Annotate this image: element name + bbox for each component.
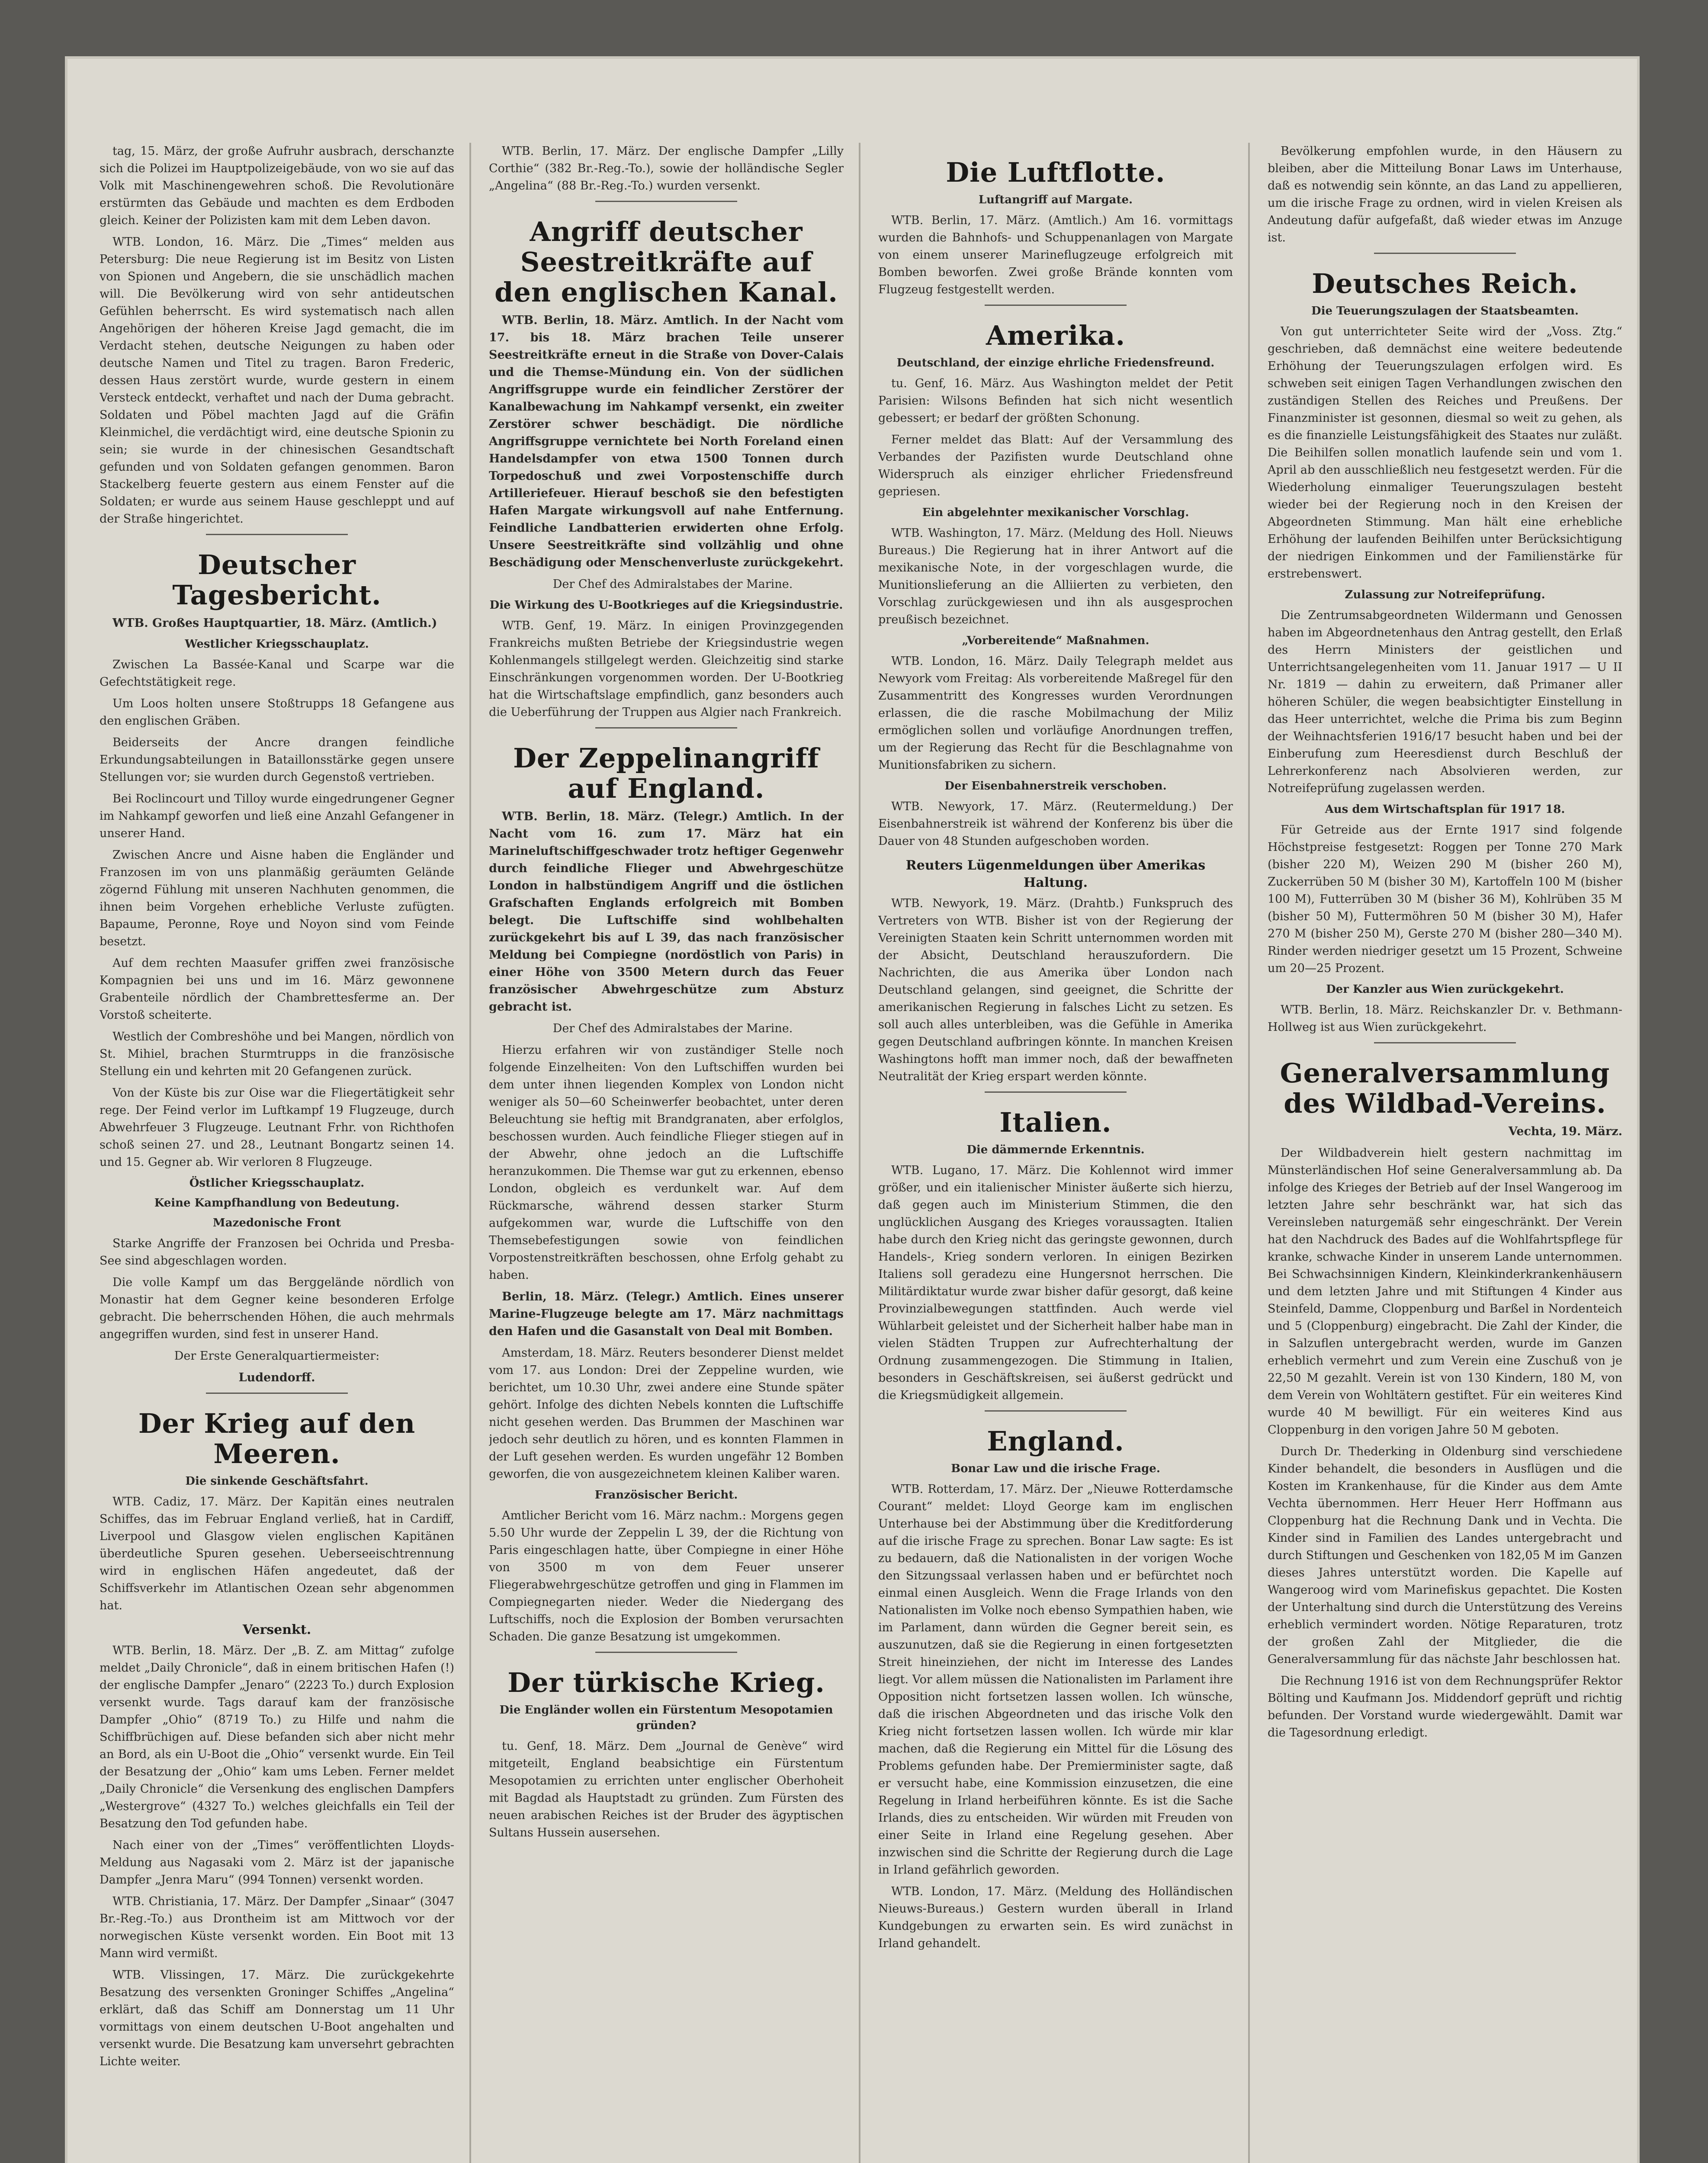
section-heading: Die Luftflotte. [946,157,1165,188]
article-paragraph: Bevölkerung empfohlen wurde, in den Häusern zu bleiben, aber die Mitteilung Bonar Laws im Unterhause, daß es notwendig sein könnte, an das Land zu appellieren, um die irische Frage zu ordnen, wird in vielen Kreisen als Andeutung dafür aufgefaßt, daß wieder etwas im Anzuge ist. [1268,144,1622,244]
article-paragraph: WTB. Berlin, 18. März. (Telegr.) Amtlich. In der Nacht vom 16. zum 17. März hat ein Marineluftschiffgeschwader trotz heftiger Gegenwehr durch feindliche Flieger und Abwehrgeschütze London in halbstündigem Angriff und die östlichen Grafschaften Englands erfolgreich mit Bomben belegt. Die Luftschiffe sind wohlbehalten zurückgekehrt bis auf L 39, das nach französischer Meldung bei Compiegne (nordöstlich von Paris) in einer Höhe von 3500 Metern durch das Feuer französischer Abwehrgeschütze zum Absturz gebracht ist. [489,810,844,1014]
article-paragraph: Der Wildbadverein hielt gestern nachmittag im Münsterländischen Hof seine Generalversammlung ab. Da infolge des Krieges der Betrieb auf der Insel Wangeroog im letzten Jahre sehr beschränkt war, hat sich das Vereinsleben naturgemäß sehr eingeschränkt. Der Verein hat den Nachdruck des Bades auf die Wohlfahrtspflege für kranke, schwache Kinder in unserem Lande unternommen. Bei Schwachsinnigen Kindern, Kleinkinderkrankenhäusern und dem letzten Jahre und mit Stiftungen 4 Kinder aus Steinfeld, Damme, Cloppenburg und Barßel in Nordenteich und 5 (Cloppenburg) eingebracht. Die Zahl der Kinder, die in Salzuflen untergebracht werden, wurde im Ganzen erheblich vermehrt und zum Verein eine Zuschuß von je 22,50 M gezahlt. Verein ist von 130 Kindern, 180 M, von dem Verein von Wohltätern gestiftet. Für ein weiteres Kind wurde 40 M bewilligt. Für ein weiteres Kind aus Cloppenburg in den vorigen Jahre 50 M geboten. [1268,1146,1622,1437]
article-paragraph: WTB. Lugano, 17. März. Die Kohlennot wird immer größer, und ein italienischer Minister äußerte sich hierzu, daß gegen auch im Ministerium Stimmen, die den unglücklichen Ausgang des Krieges voraussagten. Italien habe durch den Krieg nicht das geringste gewonnen, durch Handels-, Krieg sondern verloren. In einigen Bezirken Italiens soll geradezu eine Hungersnot herrschen. Die Militärdiktatur wurde zwar bisher dafür gesorgt, daß keine Provinzialbewegungen stattfinden. Auch werde viel Wühlarbeit geleistet und der Sicherheit halber habe man in vielen Städten Truppen zur Aufrechterhaltung der Ordnung zusammengezogen. Die Stimmung in Italien, besonders in Geschäftskreisen, sei äußerst gedrückt und die Kriegsmüdigkeit allgemein. [878,1164,1233,1402]
subheading: Die Teuerungszulagen der Staatsbeamten. [1311,305,1579,318]
article-paragraph: Amtlicher Bericht vom 16. März nachm.: Morgens gegen 5.50 Uhr wurde der Zeppelin L 39, der die Richtung von Paris eingeschlagen hatte, über Compiegne in einer Höhe von 3500 m von dem Feuer unserer Fliegerabwehrgeschütze getroffen und ging in Flammen im Compiegnegarten nieder. Weder die Niedergang des Luftschiffs, noch die Explosion der Bomben verursachten Schaden. Die ganze Besatzung ist umgekommen. [489,1509,844,1643]
subheading: Aus dem Wirtschaftsplan für 1917 18. [1325,803,1565,816]
article-paragraph: Hierzu erfahren wir von zuständiger Stelle noch folgende Einzelheiten: Von den Luftschiffen wurden bei dem unter ihnen liegenden Komplex von London nicht weniger als 50—60 Scheinwerfer beobachtet, unter deren Beleuchtung sie heftig mit Brandgranaten, aber erfolglos, beschossen wurden. Auch feindliche Flieger stiegen auf in der Abwehr, ohne jedoch an die Luftschiffe heranzukommen. Die Themse war gut zu erkennen, ebenso London, obgleich es verdunkelt war. Auf dem Rückmarsche, während dessen starker Sturm aufgekommen war, wurde die Luftschiffe von den Themsebefestigungen sowie von feindlichen Vorpostenstreitkräften beschossen, ohne Erfolg gehabt zu haben. [489,1043,844,1282]
section-heading: Deutsches Reich. [1312,268,1578,299]
subheading: Mazedonische Front [212,1216,341,1229]
section-heading: Italien. [999,1107,1112,1138]
article-paragraph: Zwischen La Bassée-Kanal und Scarpe war die Gefechtstätigkeit rege. [100,658,454,689]
article-paragraph: WTB. Berlin, 17. März. Der englische Dampfer „Lilly Corthie“ (382 Br.-Reg.-To.), sowie der holländische Segler „Angelina“ (88 Br.-Reg.-To.) wurden versenkt. [489,144,844,193]
subheading: Der Eisenbahnerstreik verschoben. [944,780,1167,793]
subheading: Die dämmernde Erkenntnis. [966,1143,1145,1156]
article-paragraph: WTB. Berlin, 18. März. Der „B. Z. am Mittag“ zufolge meldet „Daily Chronicle“, daß in einem britischen Hafen (!) der englische Dampfer „Jenaro“ (2223 To.) durch Explosion versenkt wurde. Tags darauf kam der französische Dampfer „Ohio“ (8719 To.) zu Hilfe und nahm die Schiffbrüchigen auf. Diese befanden sich aber nicht mehr an Bord, als ein U-Boot die „Ohio“ versenkt wurde. Ein Teil der Besatzung der „Ohio“ kam ums Leben. Ferner meldet „Daily Chronicle“ die Versenkung des englischen Dampfers „Westergrove“ (4327 To.) welches gleichfalls ein Teil der Besatzung den Tod gefunden habe. [100,1644,454,1830]
separator [1374,253,1516,254]
separator [985,305,1127,306]
subheading: Bonar Law und die irische Frage. [951,1462,1160,1475]
article-paragraph: Nach einer von der „Times“ veröffentlichten Lloyds-Meldung aus Nagasaki vom 2. März ist der japanische Dampfer „Jenra Maru“ (994 Tonnen) versenkt worden. [100,1839,454,1887]
column-4 [1268,143,1622,2163]
article-paragraph: WTB. Berlin, 18. März. Reichskanzler Dr. v. Bethmann-Hollweg ist aus Wien zurückgekehrt. [1268,1003,1622,1034]
article-paragraph: WTB. Berlin, 18. März. Amtlich. In der Nacht vom 17. bis 18. März brachen Teile unserer Seestreitkräfte erneut in die Straße von Dover-Calais und die Themse-Mündung ein. Von der südlichen Angriffsgruppe wurde ein feindlicher Zerstörer der Kanalbewachung im Nahkampf versenkt, ein zweiter Zerstörer schwer beschädigt. Die nördliche Angriffsgruppe vernichtete bei North Foreland einen Handelsdampfer von etwa 1500 Tonnen durch Torpedoschuß und zwei Vorpostenschiffe durch Artilleriefeuer. Hierauf beschoß sie den befestigten Hafen Margate wirkungsvoll auf nahe Entfernung. Feindliche Landbatterien erwiderten ohne Erfolg. Unsere Seestreitkräfte sind vollzählig und ohne Beschädigung oder Menschenverluste zurückgekehrt. [489,314,844,569]
article-paragraph: Für Getreide aus der Ernte 1917 sind folgende Höchstpreise festgesetzt: Roggen per Tonne 270 Mark (bisher 220 M), Weizen 290 M (bisher 260 M), Zuckerrüben 50 M (bisher 30 M), Kartoffeln 100 M (bisher 100 M), Futterrüben 30 M (bisher 36 M), Kohlrüben 35 M (bisher 50 M), Futtermöhren 50 M (bisher 30 M), Hafer 270 M (bisher 250 M), Gerste 270 M (bisher 280—340 M). Rinder werden niedriger gesetzt um 15 Prozent, Schweine um 20—25 Prozent. [1268,823,1622,975]
article-paragraph: WTB. Washington, 17. März. (Meldung des Holl. Nieuws Bureaus.) Die Regierung hat in ihrer Antwort auf die mexikanische Note, in der vorgeschlagen wurde, die Munitionslieferung an die Alliierten zu verbieten, den Vorschlag zurückgewiesen und ihn als ausgesprochen preußisch bezeichnet. [878,526,1233,626]
article-paragraph: Von gut unterrichteter Seite wird der „Voss. Ztg.“ geschrieben, daß demnächst eine weitere bedeutende Erhöhung der Teuerungszulagen erfolgen wird. Es schweben seit einigen Tagen Verhandlungen zwischen den zuständigen Stellen des Reiches und Preußens. Der Finanzminister ist gesonnen, diesmal so weit zu gehen, als es die finanzielle Leistungsfähigkeit des Staates nur zuläßt. Die Beihilfen sollen monatlich laufende sein und vom 1. April ab den ausschließlich neu festgesetzt werden. Für die Wiederholung einmaliger Teuerungszulagen besteht wieder bei der Regierung noch in den Kreisen der Abgeordneten Stimmung. Man hält eine erhebliche Erhöhung der laufenden Beihilfen unter Berücksichtigung der niedrigen Einkommen und der Familienstärke für erstrebenswert. [1268,325,1622,581]
signature-line: Der Erste Generalquartiermeister: [174,1349,380,1363]
separator [595,201,737,202]
signature-line: Der Chef des Admiralstabes der Marine. [552,578,793,591]
separator [985,1091,1127,1093]
subheading: Zulassung zur Notreifeprüfung. [1345,588,1545,601]
section-heading: Der türkische Krieg. [507,1667,825,1698]
separator [206,534,348,535]
subheading: Deutschland, der einzige ehrliche Friedensfreund. [896,356,1215,369]
article-paragraph: Starke Angriffe der Franzosen bei Ochrida und Presba-See sind abgeschlagen worden. [100,1237,454,1268]
section-heading: Der Zeppelinangriff auf England. [513,742,819,804]
article-paragraph: WTB. London, 16. März. Daily Telegraph meldet aus Newyork vom Freitag: Als vorbereitende Maßregel für den Zusammentritt des Kongresses wurden Verordnungen erlassen, die die rasche Mobilmachung der Miliz ermöglichen sollen und vorläufige Anordnungen treffen, um der Regierung das Recht für die Beschlagnahme von Munitionsfabriken zu sichern. [878,655,1233,772]
column-rule [1248,143,1250,2163]
article-paragraph: WTB. Rotterdam, 17. März. Der „Nieuwe Rotterdamsche Courant“ meldet: Lloyd George kam im englischen Unterhause bei der Abstimmung über die Kreditforderung auf die irische Frage zu sprechen. Bonar Law sagte: Es ist zu bedauern, daß die Nationalisten in der vorigen Woche den Sitzungssaal verlassen haben und er befürchtet noch einmal einen Ausgleich. Wenn die Frage Irlands von den Nationalisten im Volke noch ebenso Sympathien haben, wie im Parlament, dann würden die Gegner bereit sein, es auszunutzen, daß sie die Regierung in einen fortgesetzten Streit hineinziehen, der nicht im Interesse des Landes liegt. Vor allem müssen die Nationalisten im Parlament ihre Opposition nicht fortsetzen lassen wollen. Ich wünsche, daß die irischen Abgeordneten und das irische Volk den Krieg nicht fortsetzen lassen wollen. Ich würde mir klar machen, daß die Regierung ein Mittel für die Lösung des Problems gefunden habe. Der Premierminister sagte, daß er versucht habe, eine Kommission einzusetzen, die eine Regelung in Irland herbeiführen könnte. Es ist die Sache Irlands, dies zu entscheiden. Wir würden mit Freuden von einer Seite in Irland eine Regelung gesehen. Aber inzwischen sind die Schritte der Regierung durch die Lage in Irland gefährlich geworden. [878,1483,1233,1877]
article-paragraph: Amsterdam, 18. März. Reuters besonderer Dienst meldet vom 17. aus London: Drei der Zeppeline wurden, wie berichtet, um 10.30 Uhr, zwei andere eine Stunde später gehört. Infolge des dichten Nebels konnten die Luftschiffe nicht gesehen werden. Das Brummen der Maschinen war jedoch sehr deutlich zu hören, und es konnten Flammen in der Luft gesehen werden. Es wurden ungefähr 12 Bomben geworfen, die von ausgezeichnetem kleinen Kaliber waren. [489,1346,844,1481]
article-paragraph: WTB. Großes Hauptquartier, 18. März. (Amtlich.) [112,616,437,630]
subheading: Luftangriff auf Margate. [978,193,1133,206]
article-paragraph: WTB. London, 16. März. Die „Times“ melden aus Petersburg: Die neue Regierung ist im Besitz von Listen von Spionen und Angebern, die sie unschädlich machen will. Die Bevölkerung wird von sehr antideutschen Gefühlen beherrscht. Es wird systematisch nach allen Angehörigen der höheren Kreise Jagd gemacht, die im Verdacht stehen, deutsche Neigungen zu haben oder deutsche Namen und Titel zu tragen. Baron Frederic, dessen Haus zerstört wurde, wurde gestern in einem Versteck entdeckt, verhaftet und nach der Duma gebracht. Soldaten und Pöbel machten Jagd auf die Gräfin Kleinmichel, die verdächtigt wird, eine deutsche Spionin zu sein; sie wurde in der chinesischen Gesandtschaft gefunden und von Soldaten gefangen genommen. Baron Stackelberg feuerte gestern aus einem Fenster auf die Soldaten; er wurde aus seinem Hause geschleppt und auf der Straße hingerichtet. [100,235,454,526]
article-paragraph: WTB. Cadiz, 17. März. Der Kapitän eines neutralen Schiffes, das im Februar England verließ, hat in Cardiff, Liverpool und Glasgow vielen englischen Kapitänen überdeutliche Spuren gesehen. Ueberseeischtrennung wird in englischen Häfen angedeutet, daß der Schiffsverkehr im Atlantischen Ozean sehr abgenommen hat. [100,1495,454,1612]
section-heading: Amerika. [986,320,1126,351]
article-paragraph: WTB. London, 17. März. (Meldung des Holländischen Nieuws-Bureaus.) Gestern wurden überall in Irland Kundgebungen zu erwarten sein. Es wird zunächst in Irland gehandelt. [878,1885,1233,1950]
section-heading: England. [987,1425,1124,1457]
article-paragraph: Ferner meldet das Blatt: Auf der Versammlung des Verbandes der Pazifisten wurde Deutschland ohne Widerspruch als einziger ehrlicher Friedensfreund gepriesen. [878,433,1233,498]
dateline: Vechta, 19. März. [1508,1125,1622,1138]
article-paragraph: WTB. Newyork, 19. März. (Drahtb.) Funkspruch des Vertreters von WTB. Bisher ist von der Regierung der Vereinigten Staaten kein Schritt unternommen worden mit der Absicht, Deutschland herauszufordern. Die Nachrichten, die aus Amerika über London nach Deutschland gelangen, sind geeignet, die Schritte der amerikanischen Regierung in falsches Licht zu setzen. Es soll auch alles unterbleiben, was die Gefühle in Amerika gegen Deutschland aufbringen könnte. In manchen Kreisen Washingtons hofft man immer noch, daß der bewaffneten Neutralität der Krieg erspart werden könnte. [878,897,1233,1083]
article-paragraph: Die volle Kampf um das Berggelände nördlich von Monastir hat dem Gegner keine besonderen Erfolge gebracht. Die beherrschenden Höhen, die auch mehrmals angegriffen wurden, sind fest in unserer Hand. [100,1276,454,1341]
subheading: Reuters Lügenmeldungen über Amerikas Haltung. [905,858,1206,890]
article-paragraph: WTB. Christiania, 17. März. Der Dampfer „Sinaar“ (3047 Br.-Reg.-To.) aus Drontheim ist am Mittwoch vor der norwegischen Küste versenkt worden. Ein Boot mit 13 Mann wird vermißt. [100,1895,454,1960]
signature-name: Ludendorff. [238,1371,315,1384]
column-2 [489,143,844,2163]
article-paragraph: WTB. Genf, 19. März. In einigen Provinzgegenden Frankreichs mußten Betriebe der Kriegsindustrie wegen Kohlenmangels stillgelegt werden. Gleichzeitig sind starke Einschränkungen vorgenommen worden. Der U-Bootkrieg hat die Wirtschaftslage empfindlich, ganz besonders auch die Ueberführung der Truppen aus Algier nach Frankreich. [489,619,844,719]
subheading: Französischer Bericht. [594,1489,738,1502]
article-paragraph: tu. Genf, 16. März. Aus Washington meldet der Petit Parisien: Wilsons Befinden hat sich nicht wesentlich gebessert; er bedarf der größten Schonung. [878,377,1233,425]
article-paragraph: Zwischen Ancre und Aisne haben die Engländer und Franzosen im von uns planmäßig geräumten Gelände zögernd Fühlung mit unseren Nachhuten genommen, die ihnen beim Vorgehen erhebliche Verluste zufügten. Bapaume, Peronne, Roye und Noyon sind vom Feinde besetzt. [100,848,454,948]
separator [985,1410,1127,1412]
section-heading: Deutscher Tagesbericht. [172,549,382,611]
article-paragraph: tag, 15. März, der große Aufruhr ausbrach, derschanzte sich die Polizei im Hauptpolizeigebäude, von wo sie auf das Volk mit Maschinengewehren schoß. Die Revolutionäre erstürmten das Gebäude und machten es dem Erdboden gleich. Keiner der Polizisten kam mit dem Leben davon. [100,144,454,227]
article-paragraph: WTB. Berlin, 17. März. (Amtlich.) Am 16. vormittags wurden die Bahnhofs- und Schuppenanlagen von Margate von einem unserer Marineflugzeuge erfolgreich mit Bomben beworfen. Zwei große Brände konnten vom Flugzeug festgestellt werden. [878,214,1233,296]
newspaper-page [65,56,1640,2163]
subheading: Westlicher Kriegsschauplatz. [185,638,369,651]
article-paragraph: Die Zentrumsabgeordneten Wildermann und Genossen haben im Abgeordnetenhaus den Antrag gestellt, den Erlaß des Herrn Ministers der geistlichen und Unterrichtsangelegenheiten vom 11. Januar 1917 — U II Nr. 1819 — dahin zu erweitern, daß Primaner aller höheren Schüler, die wegen beabsichtigter Einstellung in das Heer unterrichtet, welche die Prima bis zum Beginn der Weihnachtsferien 1916/17 besucht haben und bei der Einberufung zum Heeresdienst durch Beschluß der Lehrerkonferenz nach Absolvieren werden, zur Notreifeprüfung zugelassen werden. [1268,609,1622,795]
article-paragraph: Von der Küste bis zur Oise war die Fliegertätigkeit sehr rege. Der Feind verlor im Luftkampf 19 Flugzeuge, durch Abwehrfeuer 3 Flugzeuge. Leutnant Frhr. von Richthofen schoß seinen 27. und 28., Leutnant Bongartz seinen 14. und 15. Gegner ab. Wir verloren 8 Flugzeuge. [100,1086,454,1169]
column-rule [859,143,860,2163]
subheading: Die sinkende Geschäftsfahrt. [185,1475,369,1488]
article-paragraph: Durch Dr. Thederking in Oldenburg sind verschiedene Kinder behandelt, die besonders in Ausflügen und die Kosten im Krankenhause, für die Kinder aus dem Amte Vechta übernommen. Herr Heuer Herr Hoffmann aus Cloppenburg hat die Rechnung Dank und in Vechta. Die Kinder sind in Familien des Landes untergebracht und durch Stiftungen und Geschenken von 182,05 M im Ganzen dieses Jahres unterstützt worden. Die Kapelle auf Wangeroog wird vom Marinefiskus gepachtet. Die Kosten der Unterhaltung sind durch die Unterstützung des Vereins erheblich vermindert worden. Nötige Reparaturen, trotz der großen Zahl der Mitglieder, die die Generalversammlung für das nächste Jahr beschlossen hat. [1268,1445,1622,1666]
article-paragraph: Die Rechnung 1916 ist von dem Rechnungsprüfer Rektor Bölting und Kaufmann Jos. Middendorf geprüft und richtig befunden. Der Vorstand wurde wiedergewählt. Damit war die Tagesordnung erledigt. [1268,1674,1622,1739]
separator [1374,1042,1516,1043]
article-paragraph: Bei Roclincourt und Tilloy wurde eingedrungener Gegner im Nahkampf geworfen und ließ eine Anzahl Gefangener in unserer Hand. [100,792,454,840]
article-paragraph: tu. Genf, 18. März. Dem „Journal de Genève“ wird mitgeteilt, England beabsichtige ein Fürstentum Mesopotamien zu errichten unter englischer Oberhoheit mit Bagdad als Hauptstadt zu gründen. Zum Fürsten des neuen arabischen Reiches ist der Bruder des ägyptischen Sultans Hussein ausersehen. [489,1739,844,1839]
subheading: „Vorbereitende“ Maßnahmen. [962,634,1149,647]
subheading: Der Kanzler aus Wien zurückgekehrt. [1326,983,1564,996]
subheading: Ein abgelehnter mexikanischer Vorschlag. [922,506,1189,519]
article-paragraph: WTB. Vlissingen, 17. März. Die zurückgekehrte Besatzung des versenkten Groninger Schiffes „Angelina“ erklärt, daß das Schiff am Donnerstag um 11 Uhr vormittags von einem deutschen U-Boot angehalten und versenkt wurde. Die Besatzung kam unversehrt gebrachten Lichte weiter. [100,1968,454,2068]
subheading: Versenkt. [242,1622,311,1637]
separator [595,1652,737,1653]
section-heading: Generalversammlung des Wildbad-Vereins. [1280,1057,1610,1119]
subheading: Die Wirkung des U-Bootkrieges auf die Kriegsindustrie. [489,599,843,612]
column-3 [878,143,1233,2163]
column-rule [469,143,471,2163]
section-heading: Angriff deutscher Seestreitkräfte auf den englischen Kanal. [494,216,838,308]
separator [206,1393,348,1394]
article-paragraph: Westlich der Combreshöhe und bei Mangen, nördlich von St. Mihiel, brachen Sturmtrupps in die französische Stellung ein und kehrten mit 20 Gefangenen zurück. [100,1030,454,1078]
article-paragraph: Berlin, 18. März. (Telegr.) Amtlich. Eines unserer Marine-Flugzeuge belegte am 17. März nachmittags den Hafen und die Gasanstalt von Deal mit Bomben. [489,1290,844,1338]
signature-line: Der Chef des Admiralstabes der Marine. [552,1022,793,1035]
subheading: Östlicher Kriegsschauplatz. [189,1177,365,1190]
article-paragraph: WTB. Newyork, 17. März. (Reutermeldung.) Der Eisenbahnerstreik ist während der Konferenz bis über die Dauer von 48 Stunden aufgeschoben worden. [878,800,1233,848]
article-paragraph: Beiderseits der Ancre drangen feindliche Erkundungsabteilungen in Bataillonsstärke gegen unsere Stellungen vor; sie wurden durch Gegenstoß vertrieben. [100,736,454,784]
article-paragraph: Um Loos holten unsere Stoßtrupps 18 Gefangene aus den englischen Gräben. [100,697,454,728]
subheading: Die Engländer wollen ein Fürstentum Mesopotamien gründen? [499,1704,833,1732]
section-heading: Der Krieg auf den Meeren. [138,1408,416,1470]
column-1 [100,143,454,2163]
subheading: Keine Kampfhandlung von Bedeutung. [154,1197,400,1210]
separator [595,727,737,728]
article-paragraph: Auf dem rechten Maasufer griffen zwei französische Kompagnien bei uns und im 16. März gewonnene Grabenteile nördlich der Chambrettesferme an. Der Vorstoß scheiterte. [100,956,454,1022]
